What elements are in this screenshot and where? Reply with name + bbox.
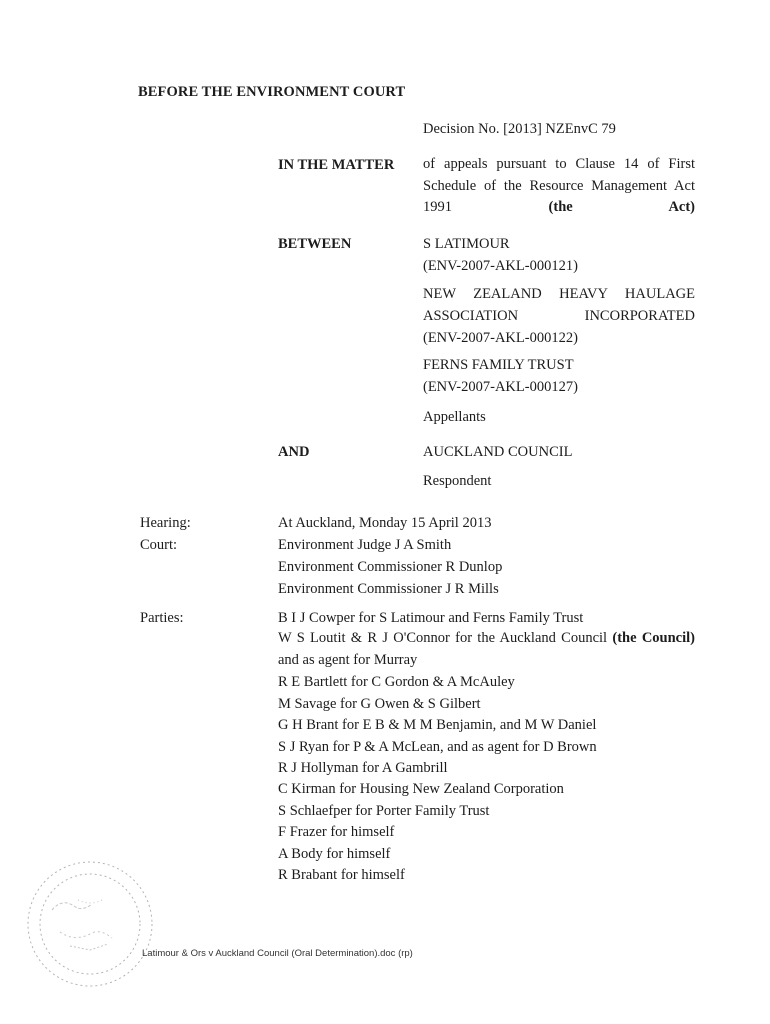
appellant-3-ref: (ENV-2007-AKL-000127) xyxy=(423,379,578,395)
court-member: Environment Commissioner J R Mills xyxy=(278,581,499,597)
party-council-text-post: and as agent for Murray xyxy=(278,651,418,668)
party-line: S J Ryan for P & A McLean, and as agent for D Brown xyxy=(278,739,597,755)
appellant-1-name: S LATIMOUR xyxy=(423,236,510,252)
appellant-2-name: NEW ZEALAND HEAVY HAULAGE ASSOCIATION INCORPORATED xyxy=(423,286,695,324)
party-council-line xyxy=(278,628,695,671)
respondent-role: Respondent xyxy=(423,473,492,489)
matter-text-bold: (the Act) xyxy=(548,199,696,215)
hearing-label: Hearing: xyxy=(140,515,191,531)
party-line: S Schlaefper for Porter Family Trust xyxy=(278,803,490,819)
appellants-role: Appellants xyxy=(423,409,486,425)
court-label: Court: xyxy=(140,537,178,553)
party-line: R E Bartlett for C Gordon & A McAuley xyxy=(278,674,515,690)
party-council-bold: (the Council) xyxy=(612,630,695,646)
respondent-name: AUCKLAND COUNCIL xyxy=(423,444,573,460)
party-line: A Body for himself xyxy=(278,846,391,862)
party-line: F Frazer for himself xyxy=(278,824,395,840)
party-line: B I J Cowper for S Latimour and Ferns Family Trust xyxy=(278,610,584,626)
in-the-matter-text xyxy=(423,154,695,219)
court-seal-stamp xyxy=(12,850,162,995)
appellant-3-name: FERNS FAMILY TRUST xyxy=(423,357,574,373)
party-line: G H Brant for E B & M M Benjamin, and M W Daniel xyxy=(278,717,597,733)
party-line: R Brabant for himself xyxy=(278,867,405,883)
appellant-2-ref: (ENV-2007-AKL-000122) xyxy=(423,330,578,346)
party-line: M Savage for G Owen & S Gilbert xyxy=(278,696,481,712)
appellant-1-ref: (ENV-2007-AKL-000121) xyxy=(423,258,578,274)
matter-text: of appeals pursuant to Clause 14 of First Schedule of the Resource Management Act 1991 xyxy=(423,156,695,215)
court-member: Environment Commissioner R Dunlop xyxy=(278,559,503,575)
court-member: Environment Judge J A Smith xyxy=(278,537,452,553)
party-line: R J Hollyman for A Gambrill xyxy=(278,760,448,776)
party-line: C Kirman for Housing New Zealand Corporation xyxy=(278,781,564,797)
hearing-value: At Auckland, Monday 15 April 2013 xyxy=(278,515,492,531)
document-footer: Latimour & Ors v Auckland Council (Oral Determination).doc (rp) xyxy=(142,948,413,959)
in-the-matter-label: IN THE MATTER xyxy=(278,157,395,173)
parties-label: Parties: xyxy=(140,610,184,626)
between-label: BETWEEN xyxy=(278,236,352,252)
and-label: AND xyxy=(278,444,310,460)
party-council-text: W S Loutit & R J O'Connor for the Auckland Council xyxy=(278,630,613,646)
court-heading: BEFORE THE ENVIRONMENT COURT xyxy=(138,84,406,100)
decision-number: Decision No. [2013] NZEnvC 79 xyxy=(423,121,616,137)
